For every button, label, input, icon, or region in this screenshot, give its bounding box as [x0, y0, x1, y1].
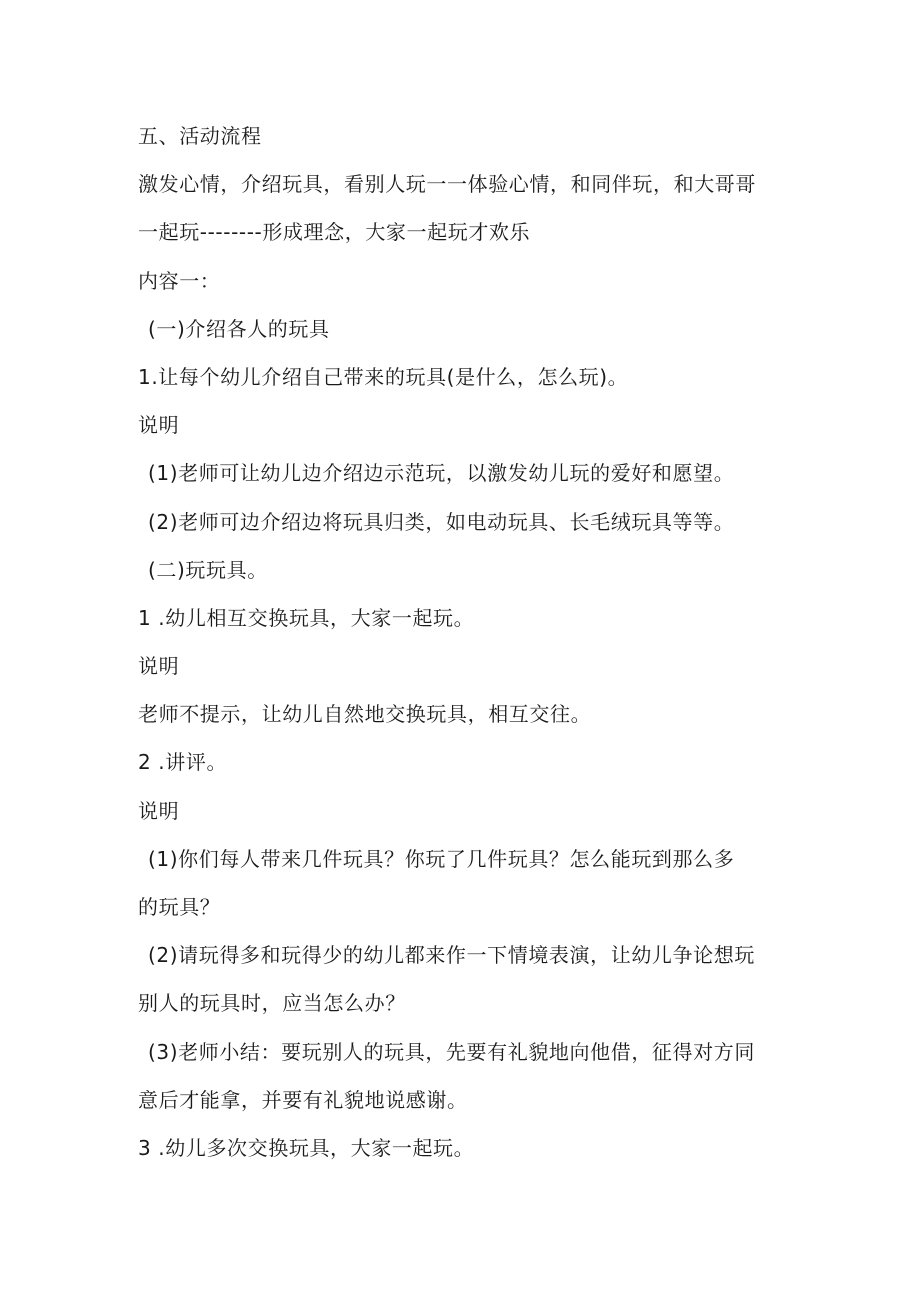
paragraph-line: (3)老师小结：要玩别人的玩具，先要有礼貌地向他借，征得对方同	[148, 1039, 755, 1064]
paragraph-line: 老师不提示，让幼儿自然地交换玩具，相互交往。	[138, 702, 592, 727]
paragraph-line: 1 .幼儿相互交换玩具，大家一起玩。	[138, 605, 475, 630]
note-label: 说明	[138, 413, 180, 438]
paragraph-line: 别人的玩具时，应当怎么办？	[138, 991, 406, 1016]
paragraph-line: 的玩具？	[138, 895, 221, 919]
paragraph-line: 1.让每个幼儿介绍自己带来的玩具(是什么，怎么玩)。	[138, 364, 629, 389]
note-label: 说明	[138, 798, 180, 823]
note-label: 说明	[138, 654, 180, 679]
paragraph-line: 激发心情，介绍玩具，看别人玩一一体验心情，和同伴玩，和大哥哥	[138, 172, 756, 197]
section-heading: 五、活动流程	[138, 124, 262, 148]
paragraph-line: (1)老师可让幼儿边介绍边示范玩，以激发幼儿玩的爱好和愿望。	[148, 461, 735, 486]
paragraph-line: (2)请玩得多和玩得少的幼儿都来作一下情境表演，让幼儿争论想玩	[148, 943, 755, 968]
paragraph-line: 意后才能拿，并要有礼貌地说感谢。	[138, 1087, 468, 1112]
paragraph-line: 一起玩--------形成理念，大家一起玩才欢乐	[138, 220, 531, 245]
paragraph-line: 2 .讲评。	[138, 750, 228, 775]
content-heading: 内容一：	[138, 268, 221, 293]
paragraph-line: 3 .幼儿多次交换玩具，大家一起玩。	[138, 1135, 475, 1160]
subsection-heading: (二)玩玩具。	[148, 557, 268, 582]
paragraph-line: (2)老师可边介绍边将玩具归类，如电动玩具、长毛绒玩具等等。	[148, 509, 735, 534]
paragraph-line: (1)你们每人带来几件玩具？你玩了几件玩具？怎么能玩到那么多	[148, 846, 735, 871]
document-body	[138, 112, 798, 1172]
subsection-heading: (一)介绍各人的玩具	[148, 316, 330, 341]
